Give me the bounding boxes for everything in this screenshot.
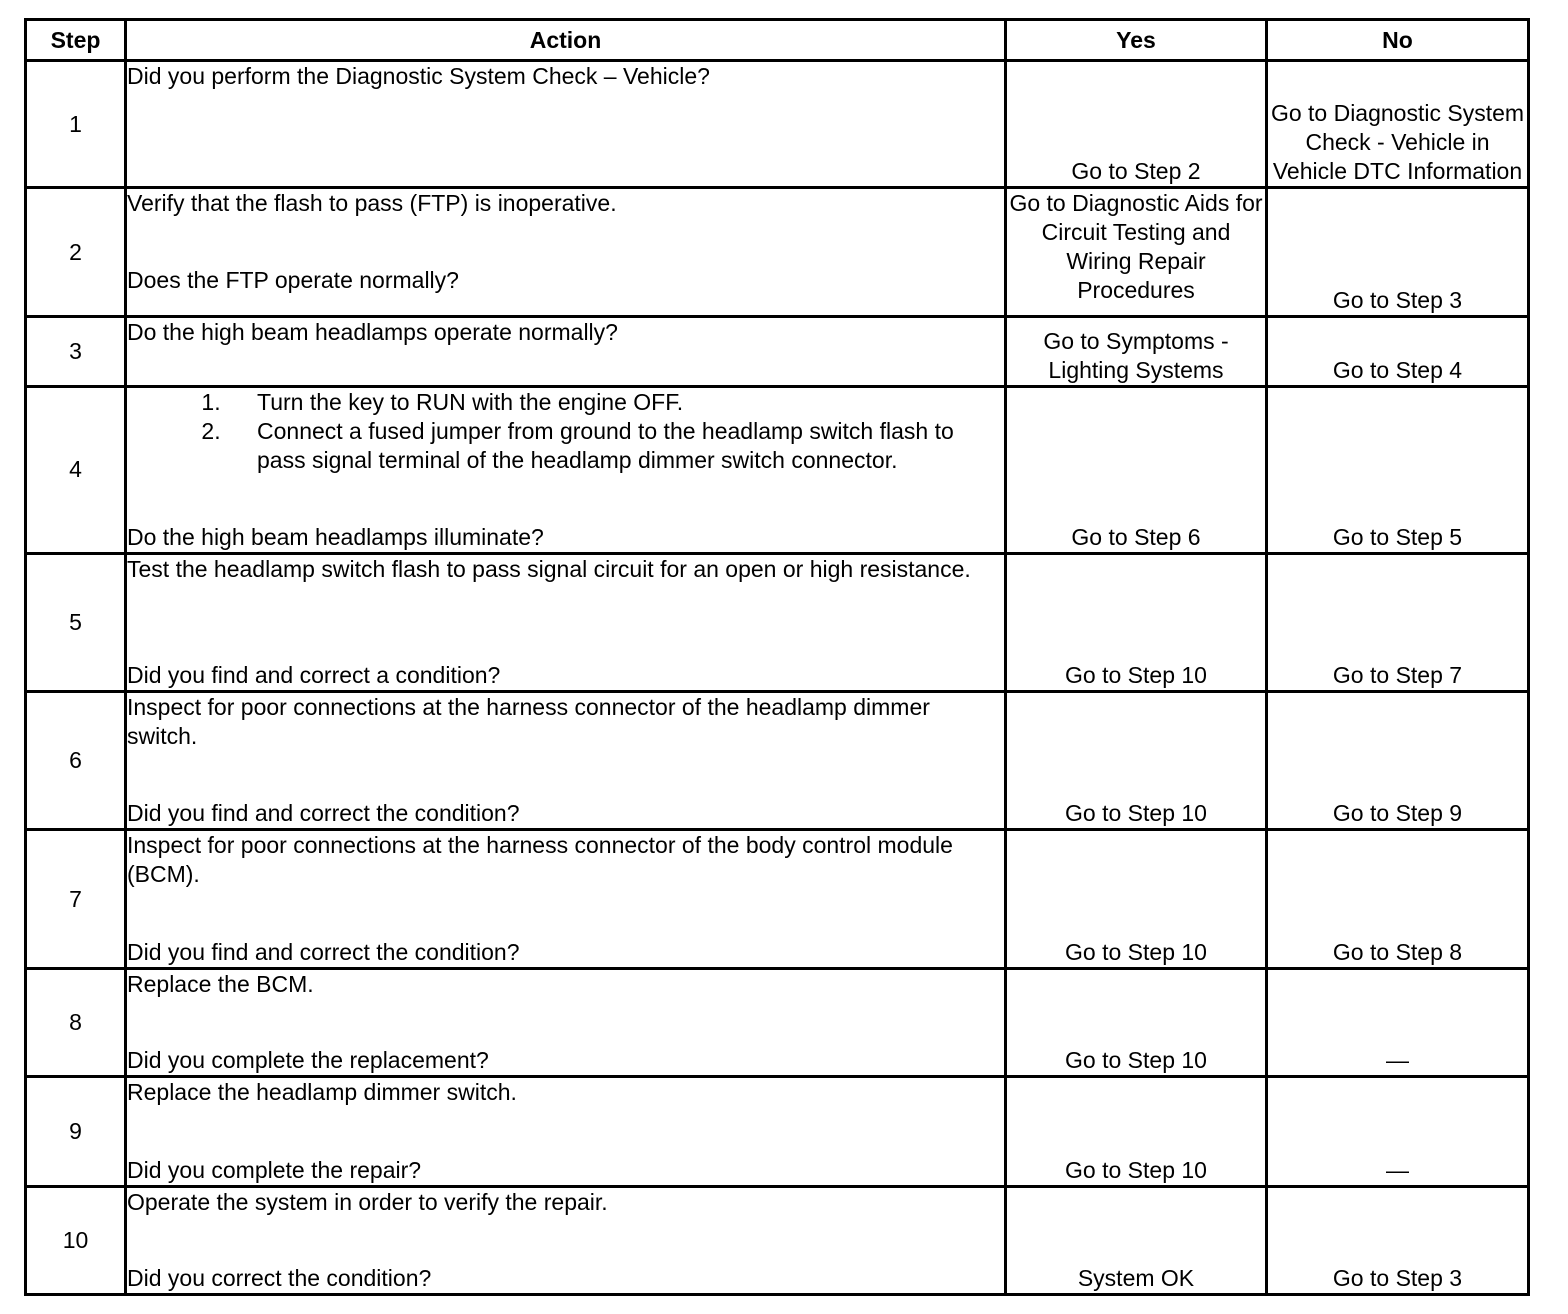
yes-result: Go to Step 6 xyxy=(1006,387,1267,554)
action-text: Verify that the flash to pass (FTP) is inoperative. xyxy=(127,190,617,217)
action-text: Inspect for poor connections at the harness connector of the body control module (BCM). xyxy=(127,832,953,888)
table-row xyxy=(26,188,1529,316)
table-row xyxy=(26,1077,1529,1186)
table-row xyxy=(26,830,1529,968)
diagnostic-table xyxy=(24,18,1530,1296)
action-text: Inspect for poor connections at the harness connector of the headlamp dimmer switch. xyxy=(127,694,930,749)
table-row xyxy=(26,692,1529,830)
step-number: 5 xyxy=(26,553,126,691)
no-result: Go to Step 3 xyxy=(1267,1186,1529,1294)
table-row xyxy=(26,1186,1529,1294)
yes-result: Go to Symptoms - Lighting Systems xyxy=(1006,316,1267,386)
table-row xyxy=(26,316,1529,386)
yes-result: Go to Step 10 xyxy=(1006,830,1267,968)
action-cell xyxy=(126,387,1006,554)
yes-result: Go to Step 10 xyxy=(1006,968,1267,1076)
no-result: Go to Step 4 xyxy=(1267,316,1529,386)
action-substeps xyxy=(127,388,1004,475)
step-number: 3 xyxy=(26,316,126,386)
no-result: Go to Step 7 xyxy=(1267,553,1529,691)
step-number: 7 xyxy=(26,830,126,968)
action-cell xyxy=(126,1186,1006,1294)
yes-result: Go to Step 2 xyxy=(1006,61,1267,188)
step-number: 8 xyxy=(26,968,126,1076)
yes-result: Go to Step 10 xyxy=(1006,553,1267,691)
action-cell xyxy=(126,830,1006,968)
yes-result: Go to Diagnostic Aids for Circuit Testing and Wiring Repair Procedures xyxy=(1006,188,1267,316)
no-result: Go to Step 8 xyxy=(1267,830,1529,968)
step-number: 6 xyxy=(26,692,126,830)
action-cell xyxy=(126,968,1006,1076)
action-text: Replace the BCM. xyxy=(127,970,314,997)
action-text: Operate the system in order to verify the repair. xyxy=(127,1188,608,1215)
action-question: Did you find and correct a condition? xyxy=(127,662,501,688)
action-cell xyxy=(126,692,1006,830)
no-result: Go to Step 5 xyxy=(1267,387,1529,554)
no-result: — xyxy=(1267,968,1529,1076)
table-row xyxy=(26,968,1529,1076)
action-question: Does the FTP operate normally? xyxy=(127,266,459,293)
header-action: Action xyxy=(126,20,1006,61)
yes-result: System OK xyxy=(1006,1186,1267,1294)
action-text: Do the high beam headlamps operate normally? xyxy=(127,318,618,345)
step-number: 1 xyxy=(26,61,126,188)
table-row xyxy=(26,61,1529,188)
action-cell xyxy=(126,553,1006,691)
action-text: Did you perform the Diagnostic System Check – Vehicle? xyxy=(127,63,710,89)
table-header-row xyxy=(26,20,1529,61)
step-number: 9 xyxy=(26,1077,126,1186)
header-no: No xyxy=(1267,20,1529,61)
action-question: Do the high beam headlamps illuminate? xyxy=(127,523,544,550)
table-row xyxy=(26,387,1529,554)
action-question: Did you complete the repair? xyxy=(127,1156,422,1183)
action-cell xyxy=(126,1077,1006,1186)
no-result: Go to Diagnostic System Check - Vehicle in Vehicle DTC Information xyxy=(1267,61,1529,188)
action-cell xyxy=(126,61,1006,188)
no-result: Go to Step 3 xyxy=(1267,188,1529,316)
header-yes: Yes xyxy=(1006,20,1267,61)
action-text: Test the headlamp switch flash to pass signal circuit for an open or high resistance. xyxy=(127,555,971,582)
action-question: Did you find and correct the condition? xyxy=(127,938,520,965)
no-result: Go to Step 9 xyxy=(1267,692,1529,830)
action-question: Did you find and correct the condition? xyxy=(127,800,520,827)
action-text: Replace the headlamp dimmer switch. xyxy=(127,1079,517,1106)
step-number: 10 xyxy=(26,1186,126,1294)
step-number: 4 xyxy=(26,387,126,554)
substep-item: 2. Connect a fused jumper from ground to the headlamp switch flash to pass signal terminal of the headlamp dimmer switch connector. xyxy=(227,417,1004,475)
action-cell xyxy=(126,316,1006,386)
action-question: Did you complete the replacement? xyxy=(127,1047,489,1074)
yes-result: Go to Step 10 xyxy=(1006,692,1267,830)
no-result: — xyxy=(1267,1077,1529,1186)
yes-result: Go to Step 10 xyxy=(1006,1077,1267,1186)
table-row xyxy=(26,553,1529,691)
header-step: Step xyxy=(26,20,126,61)
action-cell xyxy=(126,188,1006,316)
step-number: 2 xyxy=(26,188,126,316)
action-question: Did you correct the condition? xyxy=(127,1265,432,1291)
substep-item: 1. Turn the key to RUN with the engine OFF. xyxy=(227,388,1004,417)
